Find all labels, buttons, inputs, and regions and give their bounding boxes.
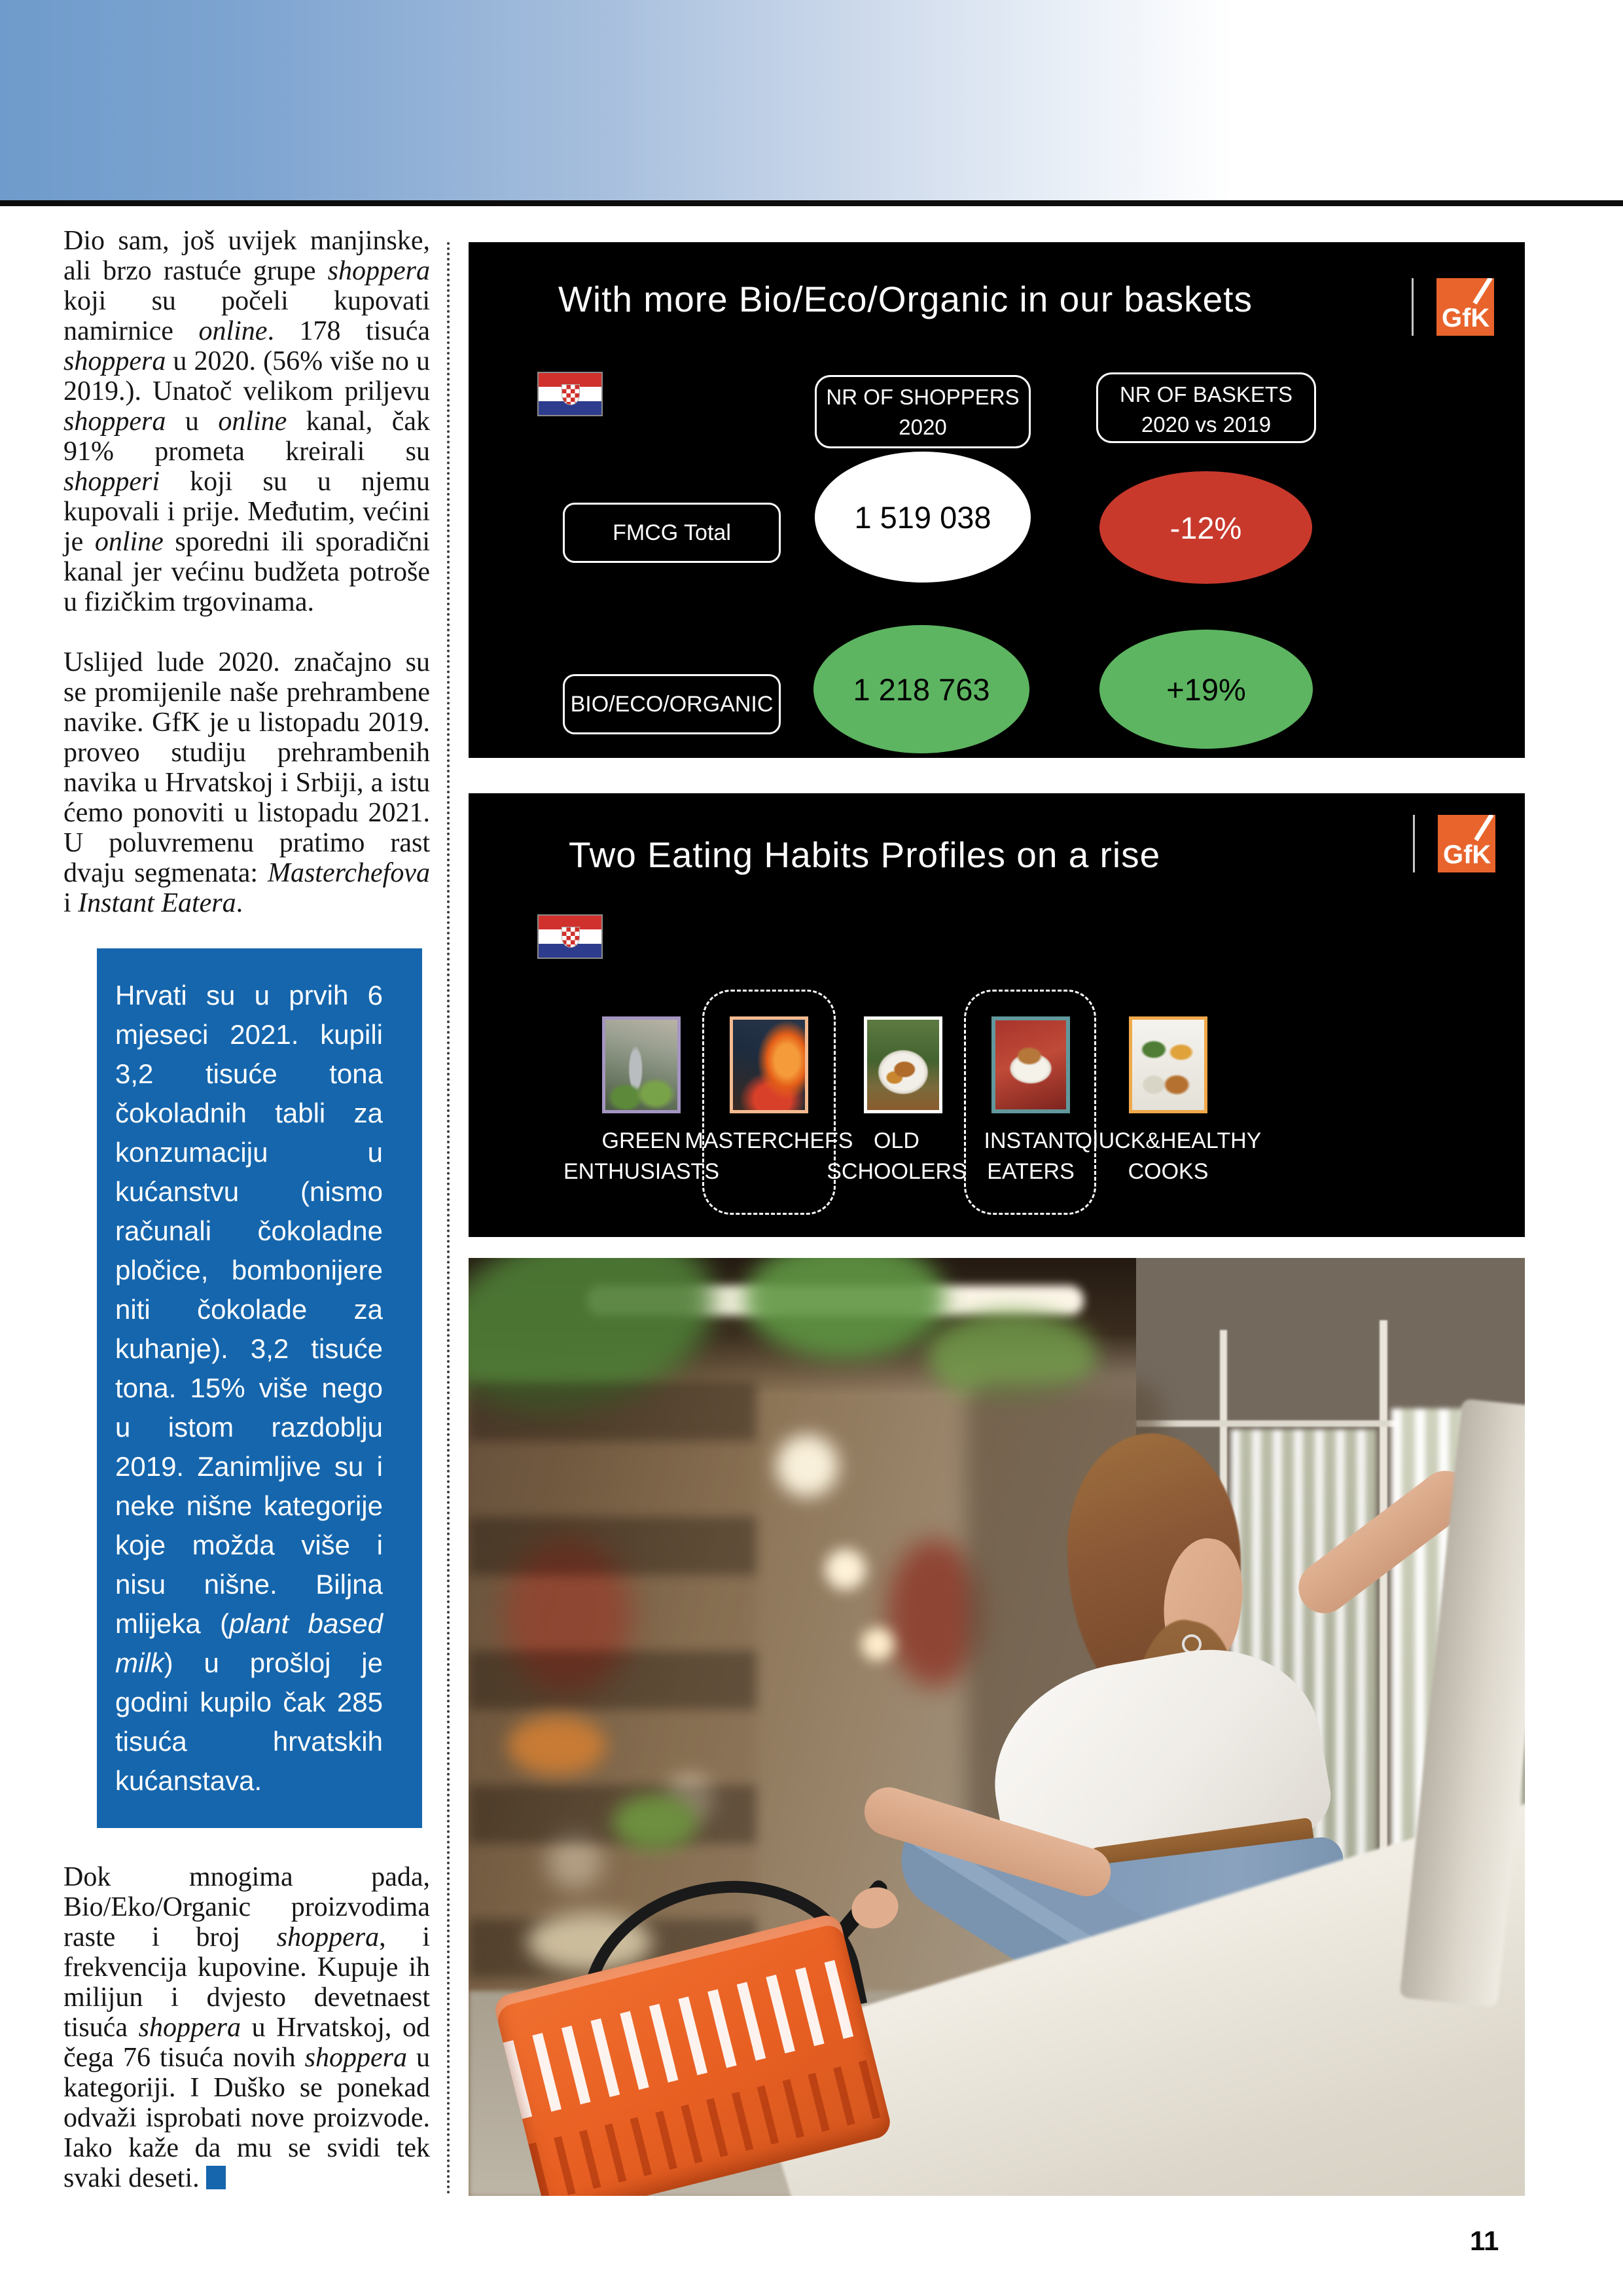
croatian-flag-icon bbox=[537, 914, 603, 959]
paragraph-conclusion-text: Dok mnogima pada, Bio/Eko/Organic proizvodima raste i broj shoppera, i frekvencija kupovine. Kupuje ih milijun i dvjesto devetnaest tisuća shoppera u Hrvatskoj, od čega 76 tisuća novih shoppera u kategoriji. I Duško se ponekad odvaži isprobati nove proizvode. Iako kaže da mu se svidi tek svaki deseti. bbox=[63, 1862, 431, 2193]
column-header-baskets-line2: 2020 vs 2019 bbox=[1141, 412, 1272, 437]
panel-title: With more Bio/Eco/Organic in our baskets bbox=[558, 279, 1253, 319]
profile-label-line2: SCHOOLERS bbox=[827, 1159, 967, 1184]
end-of-article-marker bbox=[206, 2166, 226, 2189]
row-label-fmcg-total: FMCG Total bbox=[563, 503, 781, 563]
gfk-logo-slash bbox=[1474, 815, 1493, 841]
column-header-shoppers-line1: NR OF SHOPPERS bbox=[826, 385, 1020, 409]
value-bio-baskets-change: +19% bbox=[1099, 630, 1313, 749]
profile-label-quick-healthy-cooks bbox=[1070, 1126, 1266, 1187]
paragraph-conclusion bbox=[63, 1862, 430, 2193]
croatian-flag-icon bbox=[537, 372, 603, 416]
gfk-separator-line bbox=[1412, 278, 1414, 336]
column-dotted-divider bbox=[447, 242, 450, 2196]
gfk-logo-icon bbox=[1436, 278, 1494, 336]
gfk-logo-text: GfK bbox=[1442, 304, 1490, 332]
gfk-logo-icon bbox=[1438, 815, 1495, 872]
column-header-shoppers bbox=[815, 375, 1031, 448]
value-bio-shoppers: 1 218 763 bbox=[813, 625, 1029, 753]
supermarket-photo bbox=[469, 1258, 1525, 2196]
profile-label-line1: MASTERCHEFS bbox=[685, 1128, 853, 1153]
page-number: 11 bbox=[1470, 2225, 1499, 2256]
flag-crest bbox=[562, 384, 580, 405]
paragraph-study: Uslijed lude 2020. značajno su se promijenile naše prehrambene navike. GfK je u listopadu 2019. proveo studiju prehrambenih navika u Hrvatskoj i Srbiji, a istu ćemo ponoviti u listopadu 2021. U poluvremenu pratimo rast dvaju segmenata: Masterchefova i Instant Eatera. bbox=[63, 647, 430, 918]
gfk-separator-line bbox=[1413, 815, 1415, 872]
highlight-box: Hrvati su u prvih 6 mjeseci 2021. kupili 3,2 tisuće tona čokoladnih tabli za konzumaciju u kućanstvu (nismo računali čokoladne pločice, bombonijere niti čokolade za kuhanje). 3,2 tisuće tona. 15% više nego u istom razdoblju 2019. Zanimljive su i neke nišne kategorije koje možda više i nisu nišne. Biljna mlijeka (plant based milk) u prošloj je godini kupilo čak 285 tisuća hrvatskih kućanstava. bbox=[97, 948, 422, 1828]
profile-label-line2: EATERS bbox=[987, 1159, 1075, 1184]
column-header-baskets bbox=[1096, 372, 1316, 443]
profile-photo-quick-healthy-cooks bbox=[1129, 1016, 1207, 1113]
profile-label-line2: ENTHUSIASTS bbox=[563, 1159, 720, 1184]
column-header-baskets-line1: NR OF BASKETS bbox=[1119, 382, 1293, 406]
flag-crest bbox=[562, 927, 580, 948]
profile-photo-old-schoolers bbox=[864, 1016, 942, 1113]
profile-label-line1: INSTANT bbox=[984, 1128, 1078, 1153]
paragraph-intro: Dio sam, još uvijek manjinske, ali brzo rastuće grupe shoppera koji su počeli kupovati namirnice online. 178 tisuća shoppera u 2020. (56% više no u 2019.). Unatoč velikom priljevu shoppera u online kanal, čak 91% prometa kreirali su shopperi koji su u njemu kupovali i prije. Međutim, većini je online sporedni ili sporadični kanal jer većinu budžeta potroše u fizičkim trgovinama. bbox=[63, 226, 431, 617]
value-fmcg-baskets-change: -12% bbox=[1099, 471, 1312, 584]
profile-photo-masterchefs bbox=[730, 1016, 808, 1113]
panel-bio-eco-organic bbox=[469, 242, 1525, 758]
panel-eating-habits bbox=[469, 793, 1525, 1237]
profile-label-line1: OLD bbox=[874, 1128, 919, 1153]
photo-bokeh-light bbox=[861, 1628, 894, 1660]
profile-photo-green-enthusiasts bbox=[602, 1016, 681, 1113]
gfk-logo-text: GfK bbox=[1443, 840, 1491, 869]
header-gradient-bar bbox=[0, 0, 1623, 200]
photo-shelf-products bbox=[508, 1716, 606, 1775]
value-fmcg-shoppers: 1 519 038 bbox=[815, 452, 1031, 583]
profile-photo-instant-eaters bbox=[991, 1016, 1070, 1113]
profile-label-line1: GREEN bbox=[601, 1128, 681, 1153]
photo-shelf-products bbox=[613, 1795, 698, 1850]
photo-bokeh-light bbox=[825, 1549, 866, 1590]
column-header-shoppers-line2: 2020 bbox=[899, 415, 947, 439]
article-text-column bbox=[63, 226, 430, 2223]
panel-title: Two Eating Habits Profiles on a rise bbox=[569, 834, 1161, 875]
profile-label-line2: COOKS bbox=[1128, 1159, 1209, 1184]
row-label-bio-eco-organic: BIO/ECO/ORGANIC bbox=[563, 674, 781, 734]
gfk-logo-slash bbox=[1472, 278, 1492, 304]
profile-label-line1: QIUCK&HEALTHY bbox=[1075, 1128, 1262, 1153]
photo-bokeh-light bbox=[776, 1435, 838, 1497]
header-rule-line bbox=[0, 200, 1623, 206]
